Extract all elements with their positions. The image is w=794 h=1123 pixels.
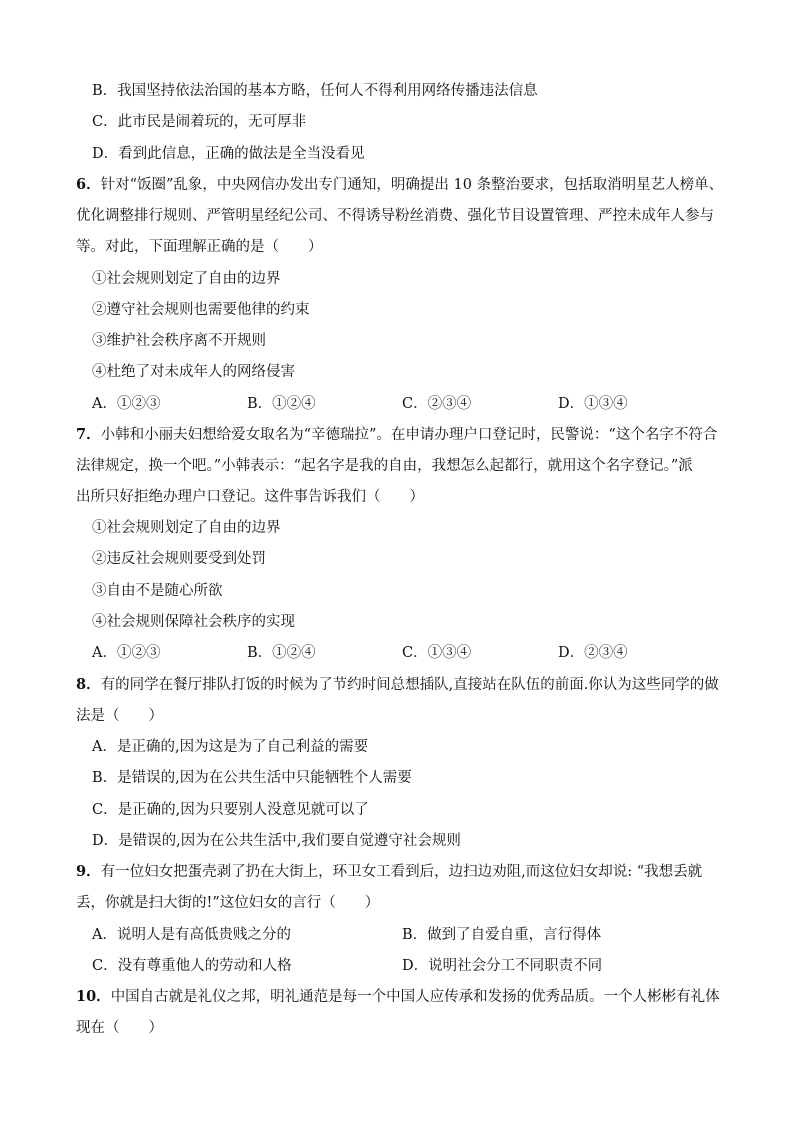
q8-stem-text1: 有的同学在餐厅排队打饭的时候为了节约时间总想插队,直接站在队伍的前面.你认为这些同学的做 bbox=[100, 677, 719, 693]
q7-option-a: A．①②③ bbox=[92, 645, 161, 661]
q9-option-c: C．没有尊重他人的劳动和人格 bbox=[92, 958, 292, 974]
q5-option-c: C．此市民是闹着玩的，无可厚非 bbox=[92, 114, 307, 130]
q7-item-1: ①社会规则划定了自由的边界 bbox=[92, 520, 281, 536]
q7-item-3: ③自由不是随心所欲 bbox=[92, 583, 223, 599]
q6-item-4: ④杜绝了对未成年人的网络侵害 bbox=[92, 364, 295, 380]
q9-stem-line1 bbox=[0, 862, 794, 882]
q9-number: 9． bbox=[76, 863, 101, 880]
q9-stem-text1: 有一位妇女把蛋壳剥了扔在大街上，环卫女工看到后，边扫边劝阻,而这位妇女却说: “我想丢就 bbox=[100, 864, 703, 880]
q8-stem-line2: 法是（ ） bbox=[76, 708, 163, 724]
q6-option-b: B．①②④ bbox=[247, 396, 316, 412]
q6-stem-text1: 针对“饭圈”乱象，中央网信办发出专门通知，明确提出 10 条整治要求，包括取消明星艺人榜单、 bbox=[100, 177, 724, 193]
q5-option-b: B．我国坚持依法治国的基本方略，任何人不得利用网络传播违法信息 bbox=[92, 83, 538, 99]
q8-stem-line1 bbox=[0, 675, 794, 695]
q6-item-2: ②遵守社会规则也需要他律的约束 bbox=[92, 302, 310, 318]
q7-stem-line1 bbox=[0, 425, 794, 445]
q10-stem-line2: 现在（ ） bbox=[76, 1020, 163, 1036]
q7-stem-text1: 小韩和小丽夫妇想给爱女取名为“辛德瑞拉”。在申请办理户口登记时，民警说：“这个名字不符合 bbox=[100, 427, 718, 443]
q6-stem-line3: 等。对此，下面理解正确的是（ ） bbox=[76, 239, 323, 255]
q8-option-d: D．是错误的,因为在公共生活中,我们要自觉遵守社会规则 bbox=[92, 833, 461, 849]
q7-option-d: D．②③④ bbox=[558, 645, 628, 661]
q8-option-a: A．是正确的,因为这是为了自己利益的需要 bbox=[92, 739, 369, 755]
q7-item-4: ④社会规则保障社会秩序的实现 bbox=[92, 614, 295, 630]
q5-option-d: D．看到此信息，正确的做法是全当没看见 bbox=[92, 146, 365, 162]
q8-option-c: C．是正确的,因为只要别人没意见就可以了 bbox=[92, 802, 369, 818]
q6-item-3: ③维护社会秩序离不开规则 bbox=[92, 333, 266, 349]
q9-option-b: B．做到了自爱自重，言行得体 bbox=[402, 927, 602, 943]
q6-option-a: A．①②③ bbox=[92, 396, 161, 412]
q7-option-c: C．①③④ bbox=[402, 645, 472, 661]
q10-stem-line1 bbox=[0, 987, 794, 1007]
q6-number: 6． bbox=[76, 176, 101, 193]
q6-stem-line2: 优化调整排行规则、严管明星经纪公司、不得诱导粉丝消费、强化节目设置管理、严控未成年人参与 bbox=[76, 208, 714, 224]
q6-option-c: C．②③④ bbox=[402, 396, 472, 412]
q9-option-a: A．说明人是有高低贵贱之分的 bbox=[92, 927, 291, 943]
q6-option-d: D．①③④ bbox=[558, 396, 628, 412]
q9-option-d: D．说明社会分工不同职责不同 bbox=[402, 958, 603, 974]
q6-item-1: ①社会规则划定了自由的边界 bbox=[92, 271, 281, 287]
q10-stem-text1: 中国自古就是礼仪之邦，明礼通范是每一个中国人应传承和发扬的优秀品质。一个人彬彬有礼体 bbox=[110, 989, 720, 1005]
q7-stem-line3: 出所只好拒绝办理户口登记。这件事告诉我们（ ） bbox=[76, 489, 424, 505]
q6-stem-line1 bbox=[0, 175, 794, 195]
q7-stem-line2: 法律规定，换一个吧。”小韩表示：“起名字是我的自由，我想怎么起都行，就用这个名字登记。”派 bbox=[76, 458, 693, 474]
q7-number: 7． bbox=[76, 426, 101, 443]
q7-item-2: ②违反社会规则要受到处罚 bbox=[92, 551, 266, 567]
q10-number: 10． bbox=[76, 988, 111, 1005]
q7-option-b: B．①②④ bbox=[247, 645, 316, 661]
q8-option-b: B．是错误的,因为在公共生活中只能牺牲个人需要 bbox=[92, 770, 412, 786]
q9-stem-line2: 丢，你就是扫大街的!”这位妇女的言行（ ） bbox=[76, 895, 380, 911]
q8-number: 8． bbox=[76, 676, 101, 693]
